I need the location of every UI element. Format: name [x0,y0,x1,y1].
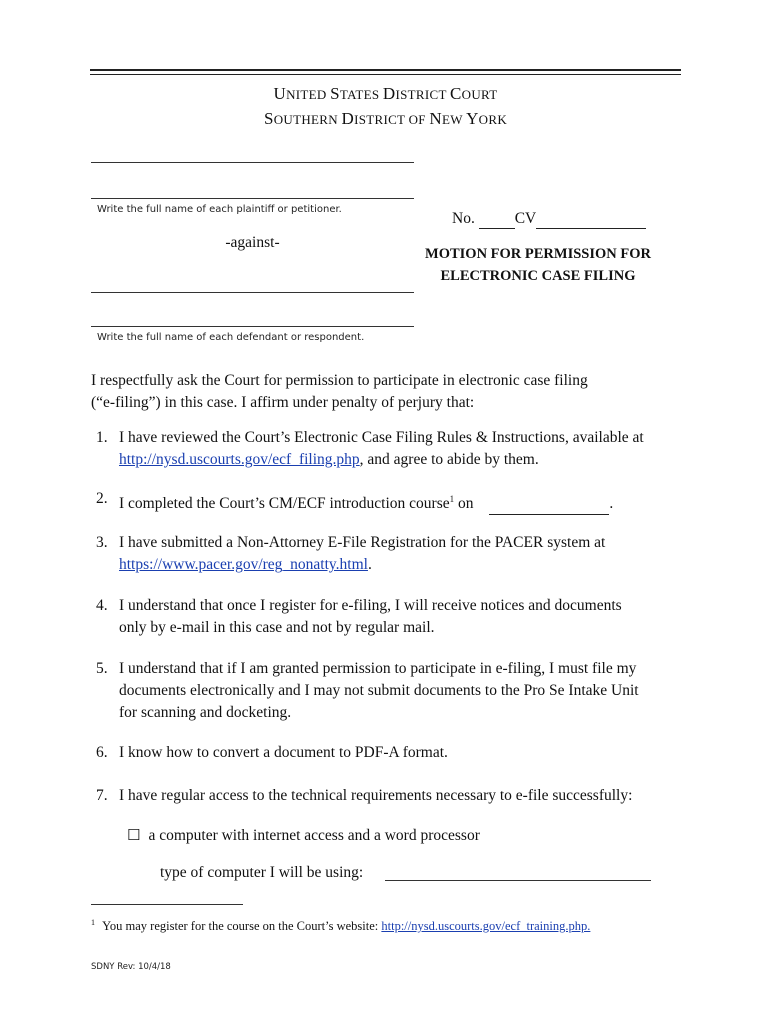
case-number-row [452,209,646,229]
intro-line2: (“e-filing”) in this case. I affirm under penalty of perjury that: [91,394,475,411]
item-number: 4. [96,597,108,614]
item-1-line2 [119,449,684,471]
item-number: 2. [96,490,108,507]
item-3-line1: I have submitted a Non-Attorney E-File Registration for the PACER system at [119,534,606,551]
footnote-marker: 1 [91,918,95,927]
footnote-separator [91,904,243,905]
footnote-ref[interactable]: 1 [449,494,455,504]
course-date-field[interactable] [489,500,609,515]
item-5-line1: I understand that if I am granted permission to participate in e-filing, I must file my [119,660,637,677]
item-2-on: on [454,495,474,513]
case-no-prefix: No. [452,210,475,227]
plaintiff-name-line-1[interactable] [91,162,414,163]
pacer-registration-link[interactable]: https://www.pacer.gov/reg_nonatty.html [119,556,368,573]
defendant-name-line-2[interactable] [91,326,414,327]
computer-type-field[interactable] [385,880,651,881]
item-3-after: . [367,556,372,573]
item-2-end: . [609,495,614,513]
ecf-filing-link[interactable]: http://nysd.uscourts.gov/ecf_filing.php [119,451,360,468]
header-rule-thick [90,69,681,71]
plaintiff-name-line-2[interactable] [91,198,414,199]
footnote [91,914,590,935]
checkbox-icon[interactable]: ☐ [127,826,141,844]
court-name-line2: SOUTHERN DISTRICT OF NEW YORK [263,109,508,128]
item-number: 5. [96,660,108,677]
item-3-line2 [119,554,684,576]
court-name-line1: UNITED STATES DISTRICT COURT [273,84,498,103]
revision-label: SDNY Rev: 10/4/18 [91,962,171,972]
computer-checkbox-label: a computer with internet access and a word processor [148,827,480,844]
ecf-training-link[interactable]: http://nysd.uscourts.gov/ecf_training.php. [381,919,591,934]
computer-type-label: type of computer I will be using: [160,864,364,881]
item-5-line3: for scanning and docketing. [119,704,292,721]
item-1-after: , and agree to abide by them. [359,451,539,468]
item-4-line1: I understand that once I register for e-filing, I will receive notices and documents [119,597,622,614]
intro-paragraph [91,370,691,414]
defendant-hint: Write the full name of each defendant or respondent. [97,332,365,343]
plaintiff-hint: Write the full name of each plaintiff or petitioner. [97,204,342,215]
item-number: 3. [96,534,108,551]
against-label: -against- [225,234,280,251]
item-4-line2: only by e-mail in this case and not by regular mail. [119,619,435,636]
item-6-text: I know how to convert a document to PDF-A format. [119,744,448,761]
motion-title-line1: MOTION FOR PERMISSION FOR [425,246,651,262]
case-year-field[interactable] [479,214,515,229]
computer-type-row [160,862,363,884]
defendant-name-line-1[interactable] [91,292,414,293]
intro-line1: I respectfully ask the Court for permission to participate in electronic case filing [91,372,588,389]
computer-checkbox-row [127,824,480,847]
item-number: 6. [96,744,108,761]
item-2-text: I completed the Court’s CM/ECF introduction course [119,495,450,513]
case-number-field[interactable] [536,214,646,229]
motion-title-line2: ELECTRONIC CASE FILING [440,268,636,284]
footnote-text: You may register for the course on the Court’s website: [102,919,382,934]
item-7-text: I have regular access to the technical requirements necessary to e-file successfully: [119,787,633,804]
item-number: 7. [96,787,108,804]
item-5-line2: documents electronically and I may not submit documents to the Pro Se Intake Unit [119,682,639,699]
item-1-line1: I have reviewed the Court’s Electronic Case Filing Rules & Instructions, available at [119,429,644,446]
header-rule-thin [90,74,681,75]
case-no-mid: CV [514,210,537,227]
item-number: 1. [96,429,108,446]
